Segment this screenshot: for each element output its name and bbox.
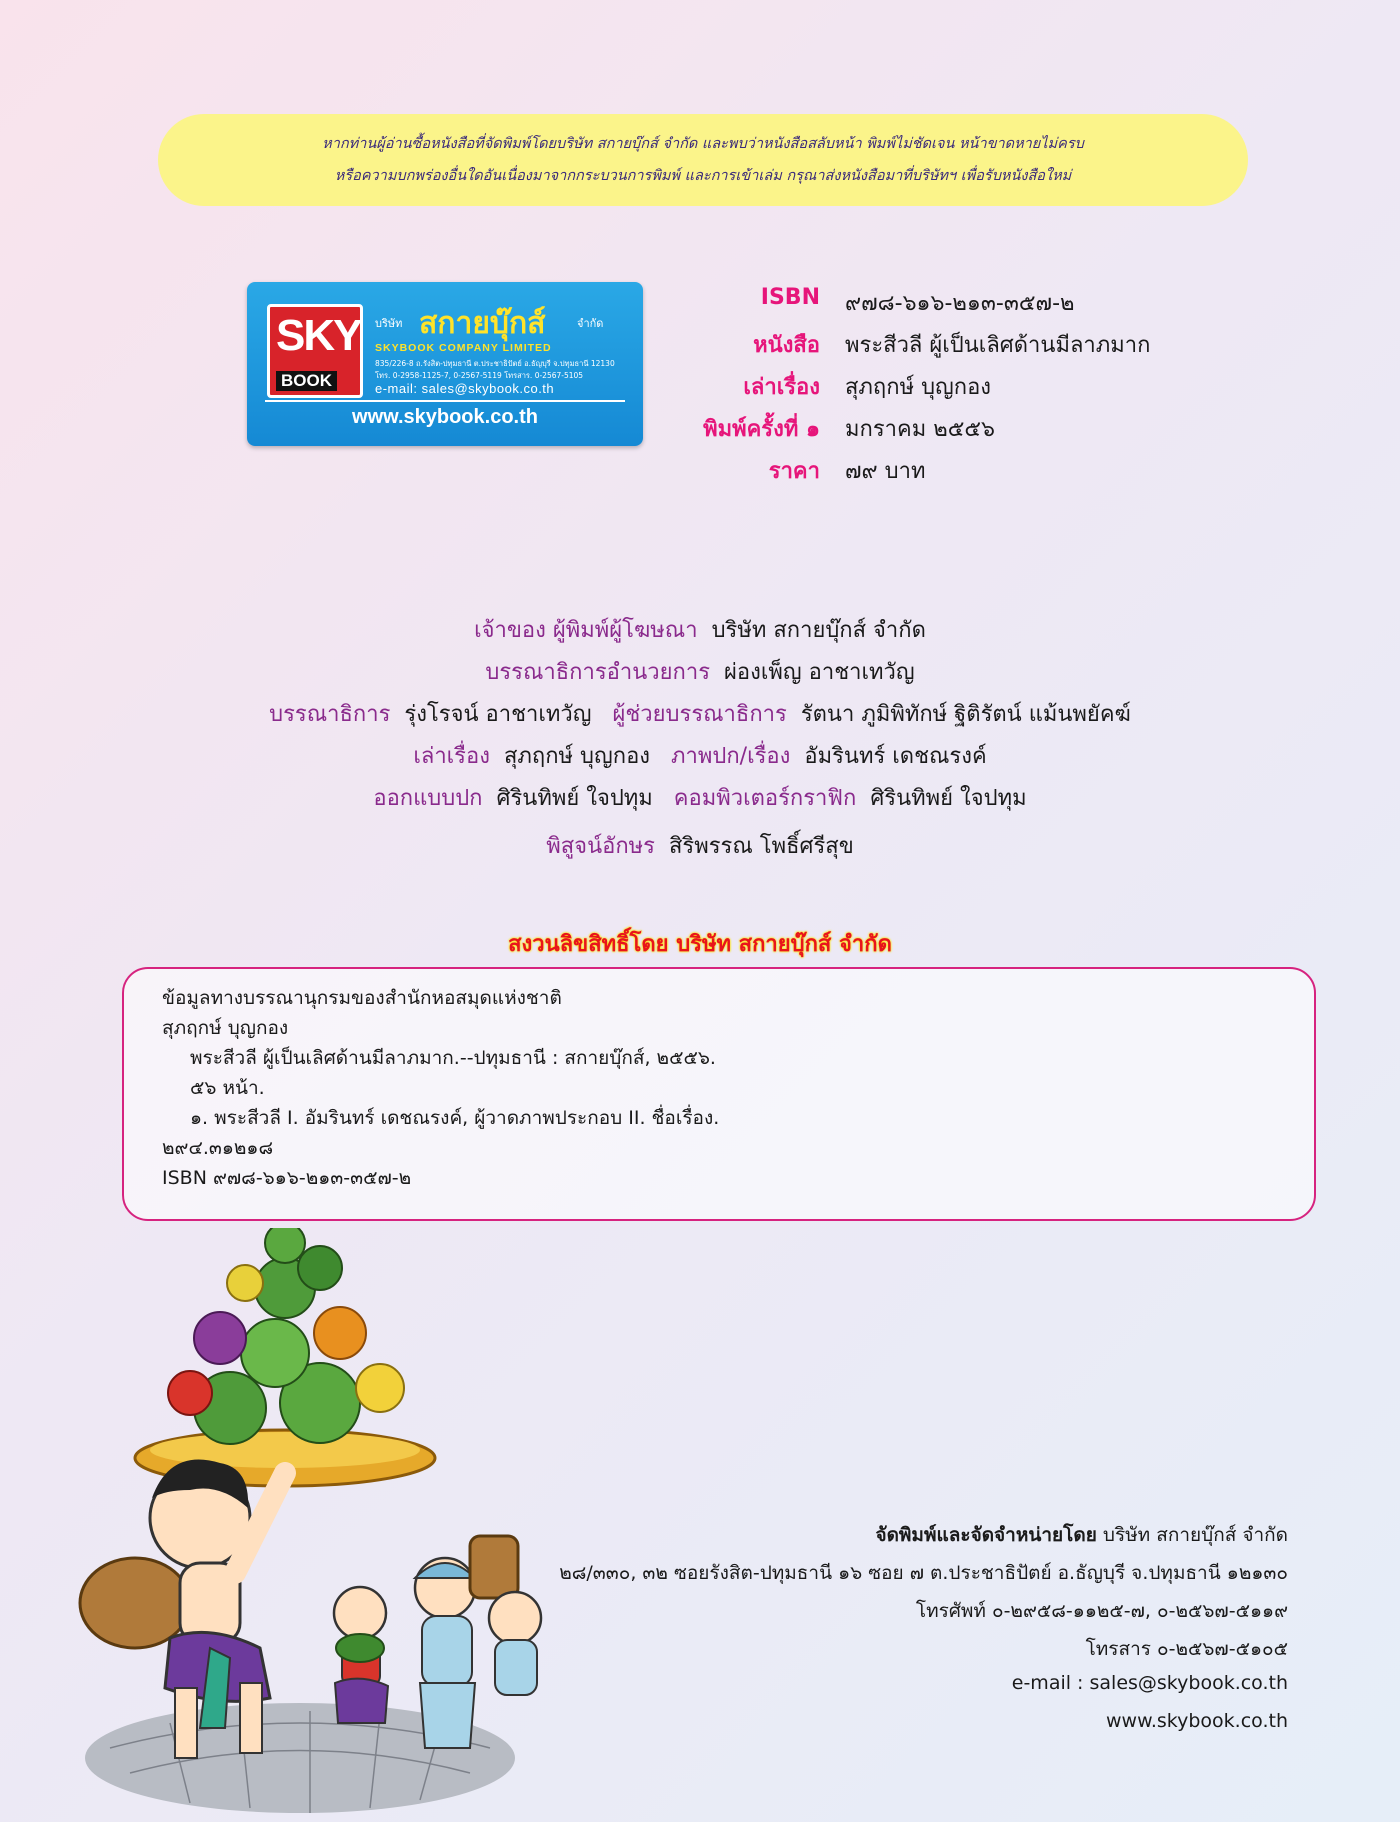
credit-label: ออกแบบปก	[373, 786, 483, 811]
catalog-author: สุภฤกษ์ บุญกอง	[162, 1017, 289, 1039]
publisher-label: จัดพิมพ์และจัดจำหน่ายโดย	[875, 1524, 1097, 1546]
info-label: ราคา	[768, 459, 820, 484]
info-value: สุภฤกษ์ บุญกอง	[845, 375, 992, 400]
credit-value: อัมรินทร์ เดชณรงค์	[804, 744, 987, 769]
credit-owner	[0, 612, 1400, 647]
credit-label: บรรณาธิการอำนวยการ	[485, 660, 711, 685]
men-carrying-barrel	[415, 1536, 541, 1748]
credit-value: ผ่องเพ็ญ อาชาเทวัญ	[724, 660, 915, 685]
info-value: พระสีวลี ผู้เป็นเลิศด้านมีลาภมาก	[845, 333, 1151, 358]
logo-title: สกายบุ๊กส์	[419, 306, 546, 341]
credit-value: ศิรินทิพย์ ใจปทุม	[496, 786, 653, 811]
notice-banner	[158, 114, 1248, 206]
notice-line-2: หรือความบกพร่องอื่นใดอันเนื่องมาจากกระบวนการพิมพ์ และการเข้าเล่ม กรุณาส่งหนังสือมาที่บริษัทฯ เพื่อรับหนังสือใหม่	[334, 168, 1072, 184]
catalog-pages: ๕๖ หน้า.	[190, 1077, 265, 1099]
info-label: พิมพ์ครั้งที่ ๑	[703, 417, 820, 442]
publisher-address: ๒๘/๓๓๐, ๓๒ ซอยรังสิต-ปทุมธานี ๑๖ ซอย ๗ ต.ประชาธิปัตย์ อ.ธัญบุรี จ.ปทุมธานี ๑๒๑๓๐	[559, 1562, 1288, 1584]
credit-label: ภาพปก/เรื่อง	[671, 744, 791, 769]
credit-value: รัตนา ภูมิพิทักษ์ ฐิติรัตน์ แม้นพยัคฆ์	[800, 702, 1131, 727]
credit-proof	[0, 828, 1400, 863]
credit-value: สุภฤกษ์ บุญกอง	[503, 744, 651, 769]
info-label: หนังสือ	[753, 333, 820, 358]
notice-line-1: หากท่านผู้อ่านซื้อหนังสือที่จัดพิมพ์โดยบริษัท สกายบุ๊กส์ จำกัด และพบว่าหนังสือสลับหน้า พิมพ์ไม่ชัดเจน หน้าขาดหายไม่ครบ	[322, 136, 1084, 152]
credit-design	[0, 780, 1400, 815]
info-label: เล่าเรื่อง	[743, 375, 820, 400]
credit-value: รุ่งโรจน์ อาชาเทวัญ	[404, 702, 592, 727]
logo-company-name: SKYBOOK COMPANY LIMITED	[375, 342, 552, 354]
cartoon-illustration	[70, 1228, 570, 1818]
credit-label: คอมพิวเตอร์กราฟิก	[673, 786, 857, 811]
info-label: ISBN	[760, 285, 820, 310]
sky-book-badge	[267, 304, 363, 398]
copyright-notice: สงวนลิขสิทธิ์โดย บริษัท สกายบุ๊กส์ จำกัด	[508, 932, 892, 957]
logo-suffix: จำกัด	[577, 317, 604, 330]
catalog-subjects: ๑. พระสีวลี I. อัมรินทร์ เดชณรงค์, ผู้วาดภาพประกอบ II. ชื่อเรื่อง.	[190, 1107, 720, 1129]
credit-story	[0, 738, 1400, 773]
publisher-heading	[875, 1520, 1288, 1550]
fruit-tray	[135, 1228, 435, 1486]
info-value: มกราคม ๒๕๕๖	[845, 417, 995, 442]
catalog-title: พระสีวลี ผู้เป็นเลิศด้านมีลาภมาก.--ปทุมธานี : สกายบุ๊กส์, ๒๕๕๖.	[190, 1047, 716, 1069]
credit-label: ผู้ช่วยบรรณาธิการ	[612, 702, 787, 727]
cataloging-data-box	[122, 967, 1316, 1221]
credit-value: สิริพรรณ โพธิ์ศรีสุข	[668, 834, 854, 859]
logo-phone: โทร. 0-2958-1125-7, 0-2567-5119 โทรสาร. 0-2567-5105	[375, 371, 584, 380]
publisher-url: www.skybook.co.th	[1105, 1710, 1288, 1732]
logo-divider	[265, 400, 625, 402]
credit-label: เจ้าของ ผู้พิมพ์ผู้โฆษณา	[474, 618, 698, 643]
skybook-logo	[247, 282, 643, 446]
info-value: ๙๗๘-๖๑๖-๒๑๓-๓๕๗-๒	[845, 291, 1075, 316]
publisher-fax: โทรสาร ๐-๒๕๖๗-๕๑๐๕	[1085, 1638, 1288, 1660]
logo-book-text: BOOK	[276, 371, 337, 391]
logo-email: e-mail: sales@skybook.co.th	[375, 381, 555, 396]
catalog-classification: ๒๙๔.๓๑๒๑๘	[162, 1137, 274, 1159]
credit-label: เล่าเรื่อง	[413, 744, 490, 769]
publisher-email: e-mail : sales@skybook.co.th	[1011, 1672, 1288, 1694]
publisher-name: บริษัท สกายบุ๊กส์ จำกัด	[1102, 1524, 1288, 1546]
logo-url: www.skybook.co.th	[352, 406, 538, 428]
logo-address: 835/226-8 ถ.รังสิต-ปทุมธานี ต.ประชาธิปัตย์ อ.ธัญบุรี จ.ปทุมธานี 12130	[375, 359, 615, 368]
credit-director	[0, 654, 1400, 689]
credit-label: บรรณาธิการ	[269, 702, 391, 727]
logo-sky-text: SKY	[276, 311, 361, 360]
info-value: ๗๙ บาท	[845, 459, 926, 484]
catalog-heading: ข้อมูลทางบรรณานุกรมของสำนักหอสมุดแห่งชาติ	[162, 987, 562, 1009]
publisher-phone: โทรศัพท์ ๐-๒๙๕๘-๑๑๒๕-๗, ๐-๒๕๖๗-๕๑๑๙	[915, 1600, 1288, 1622]
catalog-isbn: ISBN ๙๗๘-๖๑๖-๒๑๓-๓๕๗-๒	[162, 1167, 412, 1189]
child-with-watermelon	[334, 1587, 388, 1723]
boy-carrying-tray	[80, 1460, 285, 1758]
logo-prefix: บริษัท	[375, 317, 403, 330]
credit-value: ศิรินทิพย์ ใจปทุม	[870, 786, 1027, 811]
credit-value: บริษัท สกายบุ๊กส์ จำกัด	[711, 618, 926, 643]
credit-label: พิสูจน์อักษร	[546, 834, 655, 859]
credit-editors	[0, 696, 1400, 731]
